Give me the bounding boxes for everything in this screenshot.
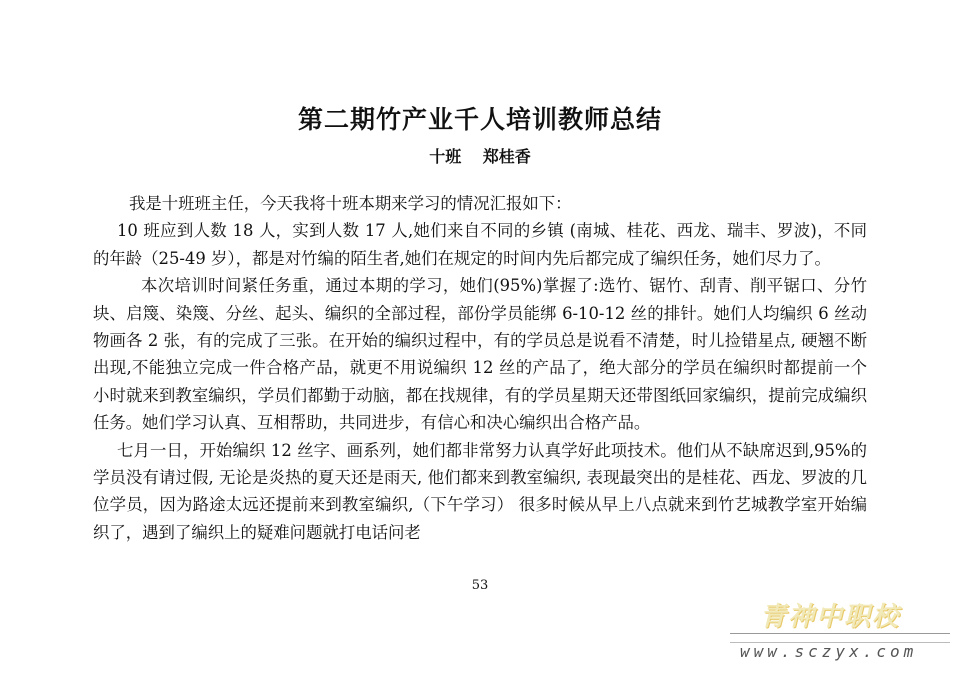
document-title: 第二期竹产业千人培训教师总结 <box>297 105 662 134</box>
author-class: 十班 <box>429 147 462 166</box>
watermark-brand: 青神中职校 <box>760 602 901 632</box>
paragraph: 七月一日，开始编织 12 丝字、画系列，她们都非常努力认真学好此项技术。他们从不缺席迟到,95%的学员没有请过假, 无论是炎热的夏天还是雨天, 他们都来到教室编织, 表现最突出的是桂花、西龙、罗波的几位学员，因为路途太远还提前来到教室编织,（下午学习） 很多时候从早上八点就来到竹艺城教学室开始编织了，遇到了编织上的疑难问题就打电话问老 <box>93 440 867 542</box>
document-body <box>93 190 867 546</box>
author-name: 郑桂香 <box>482 147 531 166</box>
paragraph: 10 班应到人数 18 人，实到人数 17 人,她们来自不同的乡镇 (南城、桂花、西龙、瑞丰、罗波)，不同的年龄（25-49 岁），都是对竹编的陌生者,她们在规定的时间内先后都完成了编织任务，她们尽力了。 <box>93 221 867 268</box>
paragraph: 我是十班班主任，今天我将十班本期来学习的情况汇报如下： <box>129 194 572 213</box>
watermark-url: www.sczyx.com <box>740 642 918 661</box>
page-number: 53 <box>471 578 489 593</box>
paragraph: 本次培训时间紧任务重，通过本期的学习，她们(95%)掌握了:选竹、锯竹、刮青、削平锯口、分竹块、启篾、染篾、分丝、起头、编织的全部过程，部份学员能绑 6-10-12 丝的排针。她们人均编织 6 丝动物画各 2 张，有的完成了三张。在开始的编织过程中，有的学员总是说看不清楚，时儿捡错星点, 硬翘不断出现,不能独立完成一件合格产品，就更不用说编织 12 丝的产品了，绝大部分的学员在编织时都提前一个小时就来到教室编织，学员们都勤于动脑，都在找规律，有的学员星期天还带图纸回家编织，提前完成编织任务。她们学习认真、互相帮助，共同进步，有信心和决心编织出合格产品。 <box>93 276 867 433</box>
watermark-logo <box>730 596 950 666</box>
author-line <box>0 144 960 167</box>
